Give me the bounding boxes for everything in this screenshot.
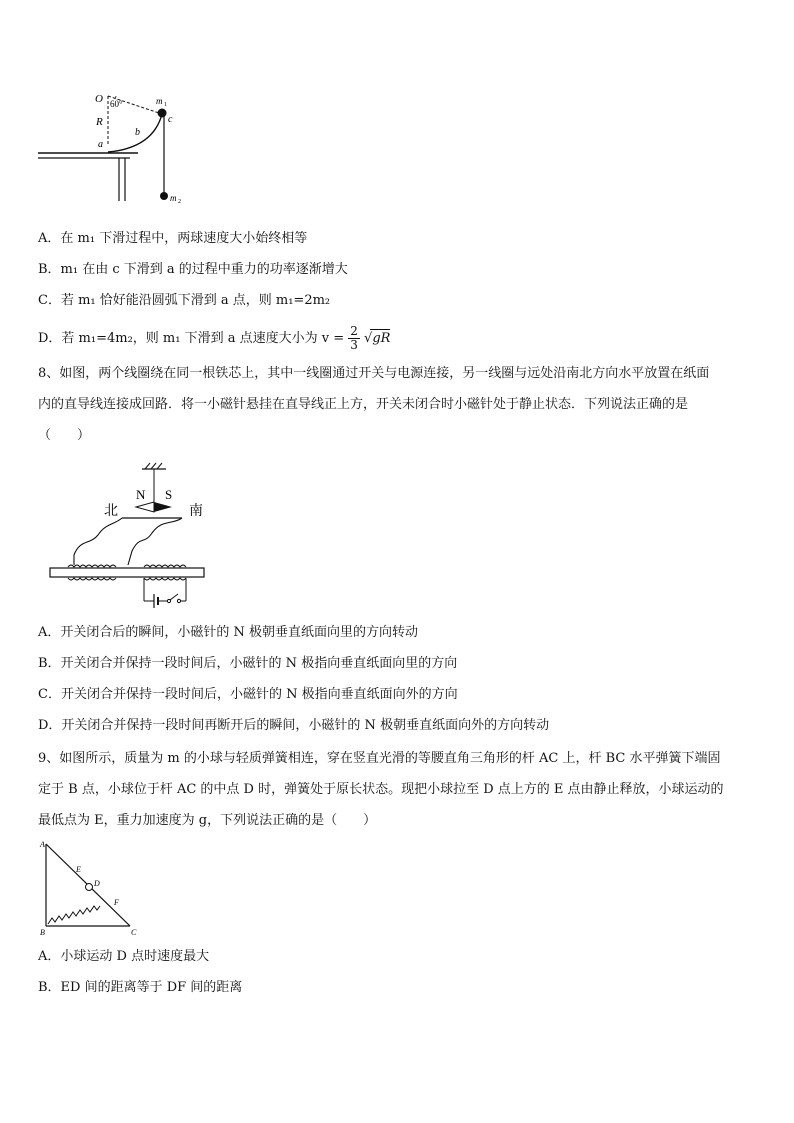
q7-option-d (38, 325, 390, 352)
figure-arc-pulley (38, 88, 198, 213)
q7-option-b: B．m₁ 在由 c 下滑到 a 的过程中重力的功率逐渐增大 (38, 262, 348, 277)
label-m2-sub: 2 (178, 199, 181, 205)
ball-m2 (160, 192, 168, 200)
label-F: F (114, 898, 119, 907)
label-m1: m (156, 96, 163, 106)
wire-right (128, 518, 182, 565)
q8-option-b: B．开关闭合并保持一段时间后，小磁针的 N 极指向垂直纸面向里的方向 (38, 656, 458, 671)
label-c: c (168, 114, 173, 125)
label-north: 北 (104, 504, 118, 519)
label-angle: 60° (110, 99, 123, 109)
q9-option-a: A．小球运动 D 点时速度最大 (38, 949, 210, 964)
label-a: a (98, 139, 103, 150)
q8-stem-line2: 内的直导线连接成回路．将一小磁针悬挂在直导线正上方，开关未闭合时小磁针处于静止状态．下列说法正确的是 (38, 397, 689, 412)
label-m2: m (170, 193, 177, 203)
q7-option-c: C．若 m₁ 恰好能沿圆弧下滑到 a 点，则 m₁=2m₂ (38, 293, 331, 308)
fraction-denominator: 3 (350, 338, 358, 352)
q8-option-c: C．开关闭合并保持一段时间后，小磁针的 N 极指向垂直纸面向外的方向 (38, 687, 458, 702)
figure-coils-compass (44, 455, 214, 610)
iron-core (50, 568, 204, 577)
label-O: O (95, 93, 103, 105)
q8-option-d: D．开关闭合并保持一段时间再断开后的瞬间，小磁针的 N 极朝垂直纸面向外的方向转动 (38, 718, 550, 733)
label-E: E (76, 865, 81, 874)
label-b: b (135, 127, 140, 138)
q8-stem-line1: 8、如图，两个线圈绕在同一根铁芯上，其中一线圈通过开关与电源连接，另一线圈与远处沿南北方向水平放置在纸面 (38, 366, 710, 381)
label-B: B (40, 928, 45, 937)
q8-stem-line3: （ ） (38, 428, 91, 443)
q9-stem-line2: 定于 B 点，小球位于杆 AC 的中点 D 时，弹簧处于原长状态。现把小球拉至 D 点上方的 E 点由静止释放，小球运动的 (38, 782, 724, 797)
q7-option-a: A．在 m₁ 下滑过程中，两球速度大小始终相等 (38, 231, 308, 246)
ball-m1 (158, 109, 167, 118)
compass-needle-s (154, 502, 172, 512)
switch-lever (170, 594, 178, 600)
wire-left (74, 518, 122, 565)
label-R: R (96, 116, 103, 128)
spring (48, 906, 100, 924)
label-m1-sub: 1 (164, 102, 167, 108)
label-D: D (94, 879, 100, 888)
fraction (348, 325, 360, 352)
sqrt-sign: √ (364, 331, 373, 346)
q9-stem-line3: 最低点为 E，重力加速度为 g，下列说法正确的是（ ） (38, 813, 377, 828)
label-A: A (40, 840, 45, 849)
label-N: N (136, 487, 146, 502)
q9-option-b: B．ED 间的距离等于 DF 间的距离 (38, 980, 243, 995)
label-S: S (165, 487, 173, 502)
label-C: C (131, 928, 137, 937)
label-south: 南 (189, 504, 203, 519)
q8-option-a: A．开关闭合后的瞬间，小磁针的 N 极朝垂直纸面向里的方向转动 (38, 625, 419, 640)
q7-option-d-text: D．若 m₁=4m₂，则 m₁ 下滑到 a 点速度大小为 v = (38, 331, 345, 346)
compass-needle-n (136, 502, 154, 512)
ball-at-D (86, 884, 93, 891)
q9-stem-line1: 9、如图所示，质量为 m 的小球与轻质弹簧相连，穿在竖直光滑的等腰直角三角形的杆 AC 上，杆 BC 水平弹簧下端固 (38, 751, 721, 766)
sqrt-radicand: gR (372, 331, 391, 346)
figure-triangle-spring (38, 838, 148, 938)
fraction-numerator: 2 (350, 324, 358, 338)
